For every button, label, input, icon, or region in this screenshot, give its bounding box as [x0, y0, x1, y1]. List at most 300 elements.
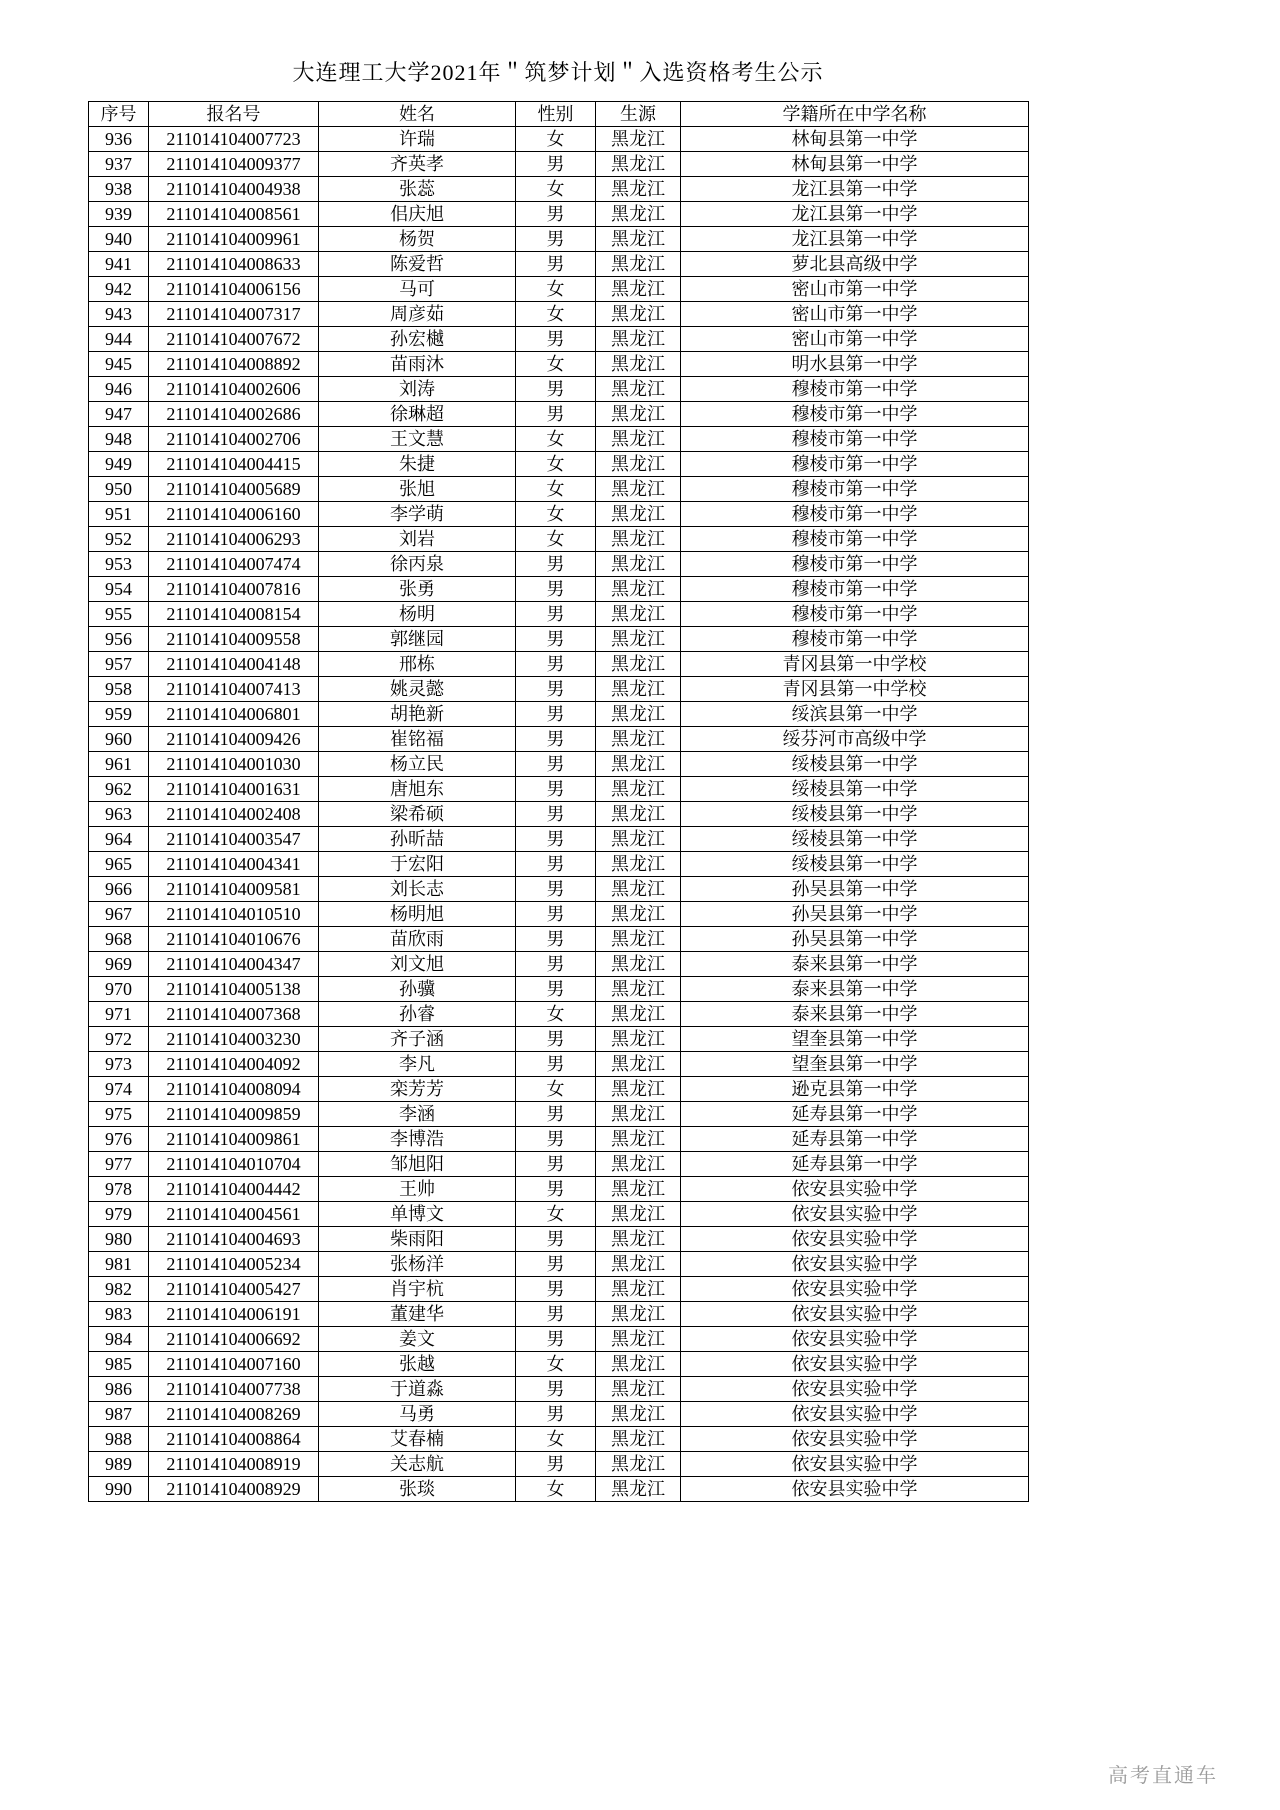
- table-cell: 948: [89, 427, 149, 452]
- table-cell: 962: [89, 777, 149, 802]
- table-cell: 张勇: [319, 577, 516, 602]
- table-cell: 绥棱县第一中学: [681, 752, 1029, 777]
- table-cell: 女: [516, 1427, 596, 1452]
- table-cell: 女: [516, 1477, 596, 1502]
- table-cell: 983: [89, 1302, 149, 1327]
- table-cell: 黑龙江: [596, 1152, 681, 1177]
- table-cell: 211014104004693: [149, 1227, 319, 1252]
- table-cell: 955: [89, 602, 149, 627]
- table-cell: 黑龙江: [596, 627, 681, 652]
- column-header: 报名号: [149, 102, 319, 127]
- table-cell: 依安县实验中学: [681, 1377, 1029, 1402]
- table-cell: 211014104009859: [149, 1102, 319, 1127]
- table-cell: 密山市第一中学: [681, 327, 1029, 352]
- table-cell: 徐琳超: [319, 402, 516, 427]
- table-cell: 刘文旭: [319, 952, 516, 977]
- table-cell: 李凡: [319, 1052, 516, 1077]
- table-cell: 男: [516, 927, 596, 952]
- table-row: [89, 702, 1029, 727]
- table-cell: 211014104006156: [149, 277, 319, 302]
- table-body: [89, 127, 1029, 1502]
- table-row: [89, 827, 1029, 852]
- table-cell: 211014104008919: [149, 1452, 319, 1477]
- table-cell: 953: [89, 552, 149, 577]
- table-cell: 986: [89, 1377, 149, 1402]
- table-cell: 女: [516, 127, 596, 152]
- table-row: [89, 727, 1029, 752]
- table-row: [89, 202, 1029, 227]
- table-cell: 944: [89, 327, 149, 352]
- table-cell: 黑龙江: [596, 277, 681, 302]
- table-cell: 211014104008892: [149, 352, 319, 377]
- table-cell: 971: [89, 1002, 149, 1027]
- table-row: [89, 927, 1029, 952]
- table-cell: 依安县实验中学: [681, 1427, 1029, 1452]
- table-cell: 张旭: [319, 477, 516, 502]
- table-cell: 黑龙江: [596, 777, 681, 802]
- table-cell: 970: [89, 977, 149, 1002]
- table-cell: 211014104008929: [149, 1477, 319, 1502]
- table-cell: 男: [516, 402, 596, 427]
- table-cell: 963: [89, 802, 149, 827]
- table-cell: 张琰: [319, 1477, 516, 1502]
- table-cell: 男: [516, 1252, 596, 1277]
- table-cell: 男: [516, 552, 596, 577]
- table-cell: 男: [516, 1102, 596, 1127]
- table-cell: 依安县实验中学: [681, 1227, 1029, 1252]
- table-row: [89, 1127, 1029, 1152]
- table-cell: 男: [516, 952, 596, 977]
- table-cell: 黑龙江: [596, 1452, 681, 1477]
- table-cell: 947: [89, 402, 149, 427]
- table-cell: 黑龙江: [596, 827, 681, 852]
- table-cell: 青冈县第一中学校: [681, 677, 1029, 702]
- table-cell: 黑龙江: [596, 977, 681, 1002]
- table-cell: 延寿县第一中学: [681, 1102, 1029, 1127]
- table-cell: 黑龙江: [596, 877, 681, 902]
- table-row: [89, 1077, 1029, 1102]
- table-cell: 211014104005234: [149, 1252, 319, 1277]
- page-title: 大连理工大学2021年＂筑梦计划＂入选资格考生公示: [292, 60, 824, 85]
- table-row: [89, 227, 1029, 252]
- table-cell: 938: [89, 177, 149, 202]
- table-row: [89, 152, 1029, 177]
- table-row: [89, 752, 1029, 777]
- table-cell: 穆棱市第一中学: [681, 402, 1029, 427]
- table-cell: 黑龙江: [596, 552, 681, 577]
- table-cell: 211014104010704: [149, 1152, 319, 1177]
- table-cell: 女: [516, 477, 596, 502]
- table-cell: 男: [516, 977, 596, 1002]
- table-cell: 张杨洋: [319, 1252, 516, 1277]
- table-cell: 男: [516, 752, 596, 777]
- table-cell: 穆棱市第一中学: [681, 627, 1029, 652]
- table-cell: 孙睿: [319, 1002, 516, 1027]
- table-cell: 穆棱市第一中学: [681, 577, 1029, 602]
- table-cell: 许瑞: [319, 127, 516, 152]
- table-cell: 黑龙江: [596, 577, 681, 602]
- table-cell: 杨明: [319, 602, 516, 627]
- column-header: 性别: [516, 102, 596, 127]
- table-cell: 关志航: [319, 1452, 516, 1477]
- table-cell: 孙吴县第一中学: [681, 927, 1029, 952]
- table-cell: 女: [516, 502, 596, 527]
- watermark: 高考直通车: [1108, 1765, 1218, 1787]
- table-cell: 989: [89, 1452, 149, 1477]
- table-cell: 211014104001030: [149, 752, 319, 777]
- table-cell: 男: [516, 1152, 596, 1177]
- table-cell: 李学萌: [319, 502, 516, 527]
- table-cell: 杨明旭: [319, 902, 516, 927]
- table-cell: 女: [516, 1352, 596, 1377]
- table-cell: 栾芳芳: [319, 1077, 516, 1102]
- table-cell: 男: [516, 1227, 596, 1252]
- table-cell: 211014104006692: [149, 1327, 319, 1352]
- table-cell: 211014104006191: [149, 1302, 319, 1327]
- table-cell: 959: [89, 702, 149, 727]
- table-cell: 密山市第一中学: [681, 277, 1029, 302]
- table-cell: 211014104007723: [149, 127, 319, 152]
- table-cell: 密山市第一中学: [681, 302, 1029, 327]
- table-cell: 980: [89, 1227, 149, 1252]
- table-cell: 男: [516, 1377, 596, 1402]
- table-cell: 穆棱市第一中学: [681, 552, 1029, 577]
- table-cell: 林甸县第一中学: [681, 152, 1029, 177]
- table-cell: 211014104009961: [149, 227, 319, 252]
- table-cell: 延寿县第一中学: [681, 1152, 1029, 1177]
- table-cell: 女: [516, 1002, 596, 1027]
- table-cell: 郭继园: [319, 627, 516, 652]
- table-row: [89, 327, 1029, 352]
- table-cell: 李涵: [319, 1102, 516, 1127]
- table-row: [89, 902, 1029, 927]
- table-cell: 龙江县第一中学: [681, 227, 1029, 252]
- table-cell: 211014104007816: [149, 577, 319, 602]
- table-cell: 杨立民: [319, 752, 516, 777]
- table-cell: 211014104004347: [149, 952, 319, 977]
- table-cell: 211014104007672: [149, 327, 319, 352]
- table-row: [89, 1452, 1029, 1477]
- table-cell: 男: [516, 202, 596, 227]
- table-cell: 973: [89, 1052, 149, 1077]
- table-cell: 211014104003230: [149, 1027, 319, 1052]
- table-cell: 211014104007474: [149, 552, 319, 577]
- table-cell: 女: [516, 352, 596, 377]
- table-cell: 穆棱市第一中学: [681, 452, 1029, 477]
- table-cell: 龙江县第一中学: [681, 177, 1029, 202]
- table-row: [89, 1427, 1029, 1452]
- table-cell: 黑龙江: [596, 952, 681, 977]
- table-cell: 211014104006293: [149, 527, 319, 552]
- table-cell: 女: [516, 452, 596, 477]
- table-cell: 黑龙江: [596, 1352, 681, 1377]
- table-cell: 211014104009558: [149, 627, 319, 652]
- table-cell: 黑龙江: [596, 502, 681, 527]
- table-cell: 979: [89, 1202, 149, 1227]
- table-cell: 936: [89, 127, 149, 152]
- table-cell: 姚灵懿: [319, 677, 516, 702]
- table-cell: 黑龙江: [596, 727, 681, 752]
- table-cell: 211014104009861: [149, 1127, 319, 1152]
- table-cell: 946: [89, 377, 149, 402]
- table-cell: 940: [89, 227, 149, 252]
- table-cell: 951: [89, 502, 149, 527]
- table-cell: 黑龙江: [596, 527, 681, 552]
- table-row: [89, 277, 1029, 302]
- table-row: [89, 1202, 1029, 1227]
- table-cell: 男: [516, 577, 596, 602]
- table-cell: 依安县实验中学: [681, 1327, 1029, 1352]
- table-row: [89, 352, 1029, 377]
- table-row: [89, 1252, 1029, 1277]
- table-cell: 987: [89, 1402, 149, 1427]
- table-cell: 211014104010510: [149, 902, 319, 927]
- table-cell: 943: [89, 302, 149, 327]
- table-cell: 穆棱市第一中学: [681, 427, 1029, 452]
- table-cell: 男: [516, 327, 596, 352]
- table-row: [89, 1402, 1029, 1427]
- table-row: [89, 802, 1029, 827]
- table-cell: 董建华: [319, 1302, 516, 1327]
- table-cell: 女: [516, 277, 596, 302]
- table-cell: 黑龙江: [596, 252, 681, 277]
- table-cell: 胡艳新: [319, 702, 516, 727]
- table-cell: 泰来县第一中学: [681, 1002, 1029, 1027]
- table-row: [89, 1177, 1029, 1202]
- table-cell: 211014104006160: [149, 502, 319, 527]
- table-cell: 女: [516, 177, 596, 202]
- table-header-row: [89, 102, 1029, 127]
- table-row: [89, 602, 1029, 627]
- table-row: [89, 677, 1029, 702]
- table-cell: 黑龙江: [596, 1477, 681, 1502]
- table-cell: 萝北县高级中学: [681, 252, 1029, 277]
- table-cell: 齐子涵: [319, 1027, 516, 1052]
- table-cell: 穆棱市第一中学: [681, 377, 1029, 402]
- table-cell: 211014104001631: [149, 777, 319, 802]
- table-cell: 男: [516, 677, 596, 702]
- table-cell: 黑龙江: [596, 377, 681, 402]
- table-cell: 211014104006801: [149, 702, 319, 727]
- table-cell: 950: [89, 477, 149, 502]
- table-cell: 黑龙江: [596, 1177, 681, 1202]
- table-cell: 957: [89, 652, 149, 677]
- table-cell: 黑龙江: [596, 1252, 681, 1277]
- table-cell: 黑龙江: [596, 1227, 681, 1252]
- table-cell: 964: [89, 827, 149, 852]
- table-cell: 男: [516, 1127, 596, 1152]
- table-row: [89, 1352, 1029, 1377]
- table-row: [89, 1377, 1029, 1402]
- table-cell: 211014104008561: [149, 202, 319, 227]
- table-cell: 男: [516, 152, 596, 177]
- table-cell: 依安县实验中学: [681, 1252, 1029, 1277]
- table-cell: 肖宇杭: [319, 1277, 516, 1302]
- table-cell: 男: [516, 1402, 596, 1427]
- table-cell: 依安县实验中学: [681, 1302, 1029, 1327]
- table-cell: 依安县实验中学: [681, 1277, 1029, 1302]
- table-cell: 女: [516, 1077, 596, 1102]
- table-row: [89, 477, 1029, 502]
- table-cell: 黑龙江: [596, 677, 681, 702]
- table-cell: 女: [516, 1202, 596, 1227]
- table-cell: 211014104008864: [149, 1427, 319, 1452]
- table-cell: 依安县实验中学: [681, 1452, 1029, 1477]
- table-cell: 211014104007317: [149, 302, 319, 327]
- table-cell: 依安县实验中学: [681, 1202, 1029, 1227]
- table-cell: 211014104004561: [149, 1202, 319, 1227]
- table-row: [89, 652, 1029, 677]
- table-row: [89, 402, 1029, 427]
- table-cell: 211014104002408: [149, 802, 319, 827]
- table-cell: 黑龙江: [596, 927, 681, 952]
- table-cell: 982: [89, 1277, 149, 1302]
- table-cell: 明水县第一中学: [681, 352, 1029, 377]
- table-row: [89, 552, 1029, 577]
- table-cell: 男: [516, 1177, 596, 1202]
- column-header: 序号: [89, 102, 149, 127]
- table-cell: 211014104009377: [149, 152, 319, 177]
- table-cell: 刘涛: [319, 377, 516, 402]
- table-cell: 965: [89, 852, 149, 877]
- roster-table: [88, 101, 1029, 1502]
- table-cell: 972: [89, 1027, 149, 1052]
- table-cell: 黑龙江: [596, 1202, 681, 1227]
- table-cell: 黑龙江: [596, 127, 681, 152]
- table-cell: 孙吴县第一中学: [681, 902, 1029, 927]
- table-cell: 黑龙江: [596, 1027, 681, 1052]
- table-cell: 988: [89, 1427, 149, 1452]
- table-cell: 黑龙江: [596, 852, 681, 877]
- table-cell: 男: [516, 252, 596, 277]
- document-content: [88, 0, 1028, 1502]
- table-cell: 刘岩: [319, 527, 516, 552]
- table-cell: 男: [516, 852, 596, 877]
- table-cell: 男: [516, 627, 596, 652]
- table-cell: 黑龙江: [596, 652, 681, 677]
- table-cell: 马勇: [319, 1402, 516, 1427]
- table-cell: 女: [516, 527, 596, 552]
- table-cell: 黑龙江: [596, 1427, 681, 1452]
- table-cell: 姜文: [319, 1327, 516, 1352]
- table-cell: 望奎县第一中学: [681, 1052, 1029, 1077]
- table-cell: 男: [516, 1452, 596, 1477]
- table-cell: 逊克县第一中学: [681, 1077, 1029, 1102]
- column-header: 姓名: [319, 102, 516, 127]
- table-row: [89, 1002, 1029, 1027]
- table-cell: 211014104004415: [149, 452, 319, 477]
- table-row: [89, 777, 1029, 802]
- table-row: [89, 1327, 1029, 1352]
- table-cell: 990: [89, 1477, 149, 1502]
- table-cell: 苗雨沐: [319, 352, 516, 377]
- table-row: [89, 577, 1029, 602]
- table-cell: 黑龙江: [596, 327, 681, 352]
- table-cell: 211014104005138: [149, 977, 319, 1002]
- table-cell: 黑龙江: [596, 177, 681, 202]
- table-cell: 211014104007738: [149, 1377, 319, 1402]
- column-header: 学籍所在中学名称: [681, 102, 1029, 127]
- table-cell: 延寿县第一中学: [681, 1127, 1029, 1152]
- table-cell: 马可: [319, 277, 516, 302]
- table-cell: 952: [89, 527, 149, 552]
- table-cell: 佀庆旭: [319, 202, 516, 227]
- table-cell: 龙江县第一中学: [681, 202, 1029, 227]
- table-cell: 黑龙江: [596, 352, 681, 377]
- table-cell: 977: [89, 1152, 149, 1177]
- table-cell: 954: [89, 577, 149, 602]
- table-row: [89, 527, 1029, 552]
- table-cell: 967: [89, 902, 149, 927]
- table-cell: 绥棱县第一中学: [681, 777, 1029, 802]
- table-cell: 依安县实验中学: [681, 1352, 1029, 1377]
- table-cell: 211014104008094: [149, 1077, 319, 1102]
- table-cell: 211014104005427: [149, 1277, 319, 1302]
- table-cell: 男: [516, 877, 596, 902]
- table-cell: 崔铭福: [319, 727, 516, 752]
- table-cell: 男: [516, 1277, 596, 1302]
- table-cell: 211014104004442: [149, 1177, 319, 1202]
- table-cell: 泰来县第一中学: [681, 977, 1029, 1002]
- table-cell: 男: [516, 227, 596, 252]
- table-row: [89, 302, 1029, 327]
- table-cell: 黑龙江: [596, 1102, 681, 1127]
- table-cell: 978: [89, 1177, 149, 1202]
- table-cell: 王帅: [319, 1177, 516, 1202]
- table-cell: 柴雨阳: [319, 1227, 516, 1252]
- table-cell: 211014104008154: [149, 602, 319, 627]
- table-cell: 黑龙江: [596, 227, 681, 252]
- table-cell: 黑龙江: [596, 902, 681, 927]
- table-cell: 黑龙江: [596, 1277, 681, 1302]
- table-cell: 黑龙江: [596, 302, 681, 327]
- table-cell: 961: [89, 752, 149, 777]
- table-cell: 黑龙江: [596, 1402, 681, 1427]
- table-cell: 941: [89, 252, 149, 277]
- table-cell: 985: [89, 1352, 149, 1377]
- table-cell: 男: [516, 602, 596, 627]
- table-row: [89, 1477, 1029, 1502]
- table-cell: 211014104010676: [149, 927, 319, 952]
- table-row: [89, 1302, 1029, 1327]
- table-cell: 张越: [319, 1352, 516, 1377]
- table-row: [89, 177, 1029, 202]
- table-cell: 绥滨县第一中学: [681, 702, 1029, 727]
- table-cell: 周彦茹: [319, 302, 516, 327]
- table-cell: 男: [516, 702, 596, 727]
- table-cell: 邹旭阳: [319, 1152, 516, 1177]
- table-cell: 朱捷: [319, 452, 516, 477]
- table-cell: 穆棱市第一中学: [681, 527, 1029, 552]
- table-cell: 211014104007413: [149, 677, 319, 702]
- table-cell: 976: [89, 1127, 149, 1152]
- table-cell: 黑龙江: [596, 427, 681, 452]
- table-row: [89, 852, 1029, 877]
- table-cell: 男: [516, 377, 596, 402]
- table-cell: 黑龙江: [596, 452, 681, 477]
- table-row: [89, 1102, 1029, 1127]
- table-cell: 966: [89, 877, 149, 902]
- table-cell: 211014104002606: [149, 377, 319, 402]
- table-cell: 于宏阳: [319, 852, 516, 877]
- table-row: [89, 877, 1029, 902]
- table-cell: 齐英孝: [319, 152, 516, 177]
- table-cell: 211014104007368: [149, 1002, 319, 1027]
- table-cell: 211014104003547: [149, 827, 319, 852]
- table-cell: 望奎县第一中学: [681, 1027, 1029, 1052]
- table-cell: 黑龙江: [596, 1077, 681, 1102]
- table-cell: 林甸县第一中学: [681, 127, 1029, 152]
